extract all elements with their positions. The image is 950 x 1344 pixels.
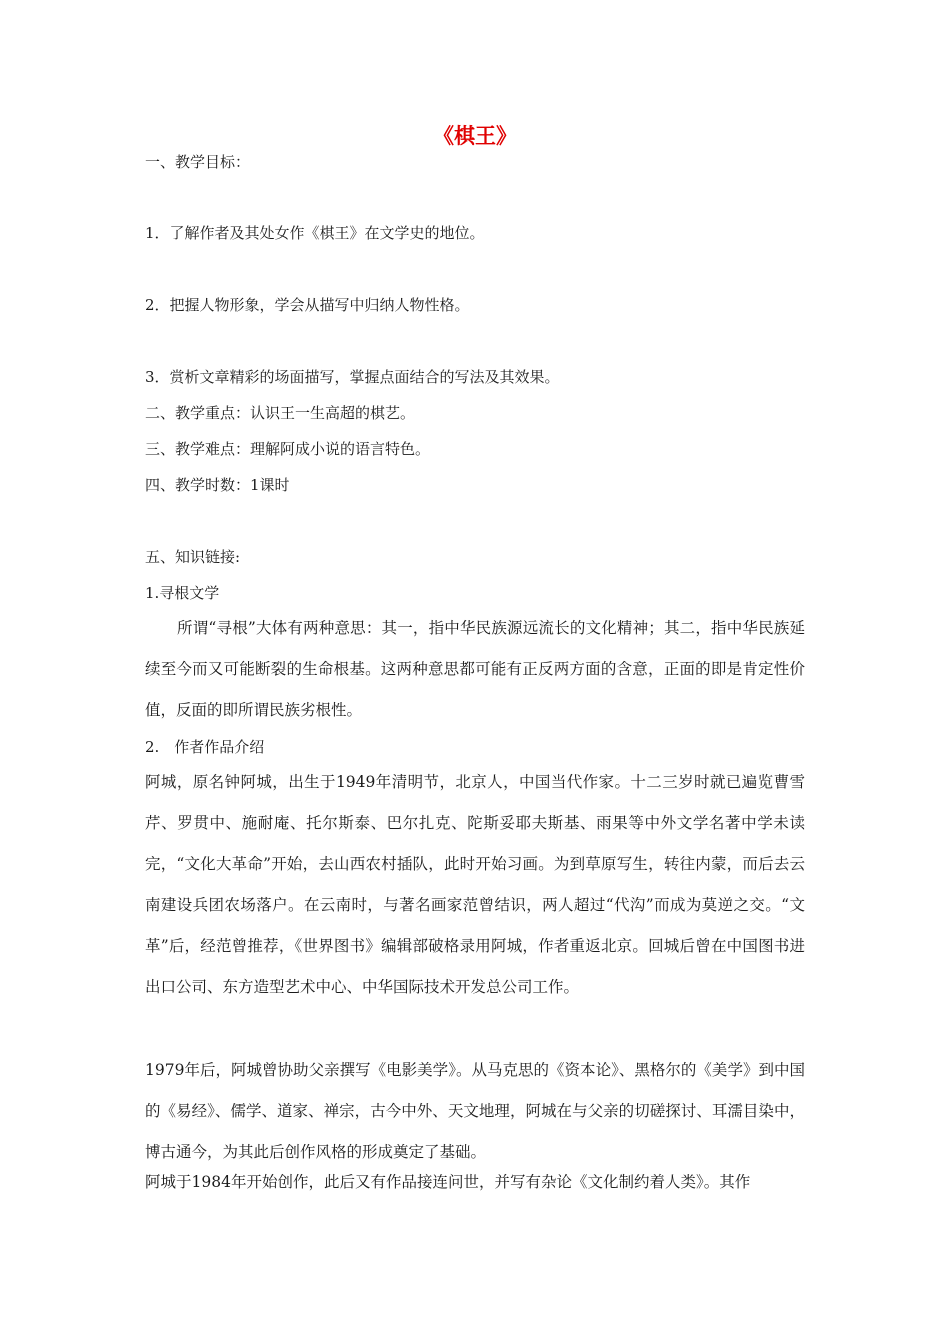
- subheading-author-works: 2. 作者作品介绍: [145, 738, 265, 756]
- knowledge-links-heading: 五、知识链接:: [145, 548, 241, 566]
- teaching-hours-line: 四、教学时数：1课时: [145, 476, 290, 494]
- difficulty-line: 三、教学难点：理解阿成小说的语言特色。: [145, 440, 431, 458]
- goal-item-2: 2．把握人物形象，学会从描写中归纳人物性格。: [145, 296, 470, 314]
- goal-item-1: 1．了解作者及其处女作《棋王》在文学史的地位。: [145, 224, 485, 242]
- author-bio-paragraph: 阿城，原名钟阿城，出生于1949年清明节，北京人，中国当代作家。十二三岁时就已遍览曹雪芹、罗贯中、施耐庵、托尔斯泰、巴尔扎克、陀斯妥耶夫斯基、雨果等中外文学名著中学未读完，“文化大革命”开始，去山西农村插队，此时开始习画。为到草原写生，转往内蒙，而后去云南建设兵团农场落户。在云南时，与著名画家范曾结识，两人超过“代沟”而成为莫逆之交。“文革”后，经范曾推荐，《世界图书》编辑部破格录用阿城，作者重返北京。回城后曾在中国图书进出口公司、东方造型艺术中心、中华国际技术开发总公司工作。: [145, 773, 805, 996]
- author-study-paragraph: 1979年后，阿城曾协助父亲撰写《电影美学》。从马克思的《资本论》、黑格尔的《美学》到中国的《易经》、儒学、道家、禅宗，古今中外、天文地理，阿城在与父亲的切磋探讨、耳濡目染中，博古通今，为其此后创作风格的形成奠定了基础。: [145, 1061, 805, 1161]
- goal-item-3: 3．赏析文章精彩的场面描写，掌握点面结合的写法及其效果。: [145, 368, 560, 386]
- document-title: 《棋王》: [433, 124, 517, 148]
- author-career-paragraph: 阿城于1984年开始创作，此后又有作品接连问世，并写有杂论《文化制约着人类》。其作: [145, 1173, 751, 1191]
- key-point-line: 二、教学重点：认识王一生高超的棋艺。: [145, 404, 416, 422]
- subheading-root-seeking-literature: 1.寻根文学: [145, 584, 220, 602]
- root-seeking-paragraph: 所谓“寻根”大体有两种意思：其一，指中华民族源远流长的文化精神；其二，指中华民族延续至今而又可能断裂的生命根基。这两种意思都可能有正反两方面的含意，正面的即是肯定性价值，反面的即所谓民族劣根性。: [145, 619, 805, 719]
- teaching-goals-heading: 一、教学目标：: [145, 153, 251, 171]
